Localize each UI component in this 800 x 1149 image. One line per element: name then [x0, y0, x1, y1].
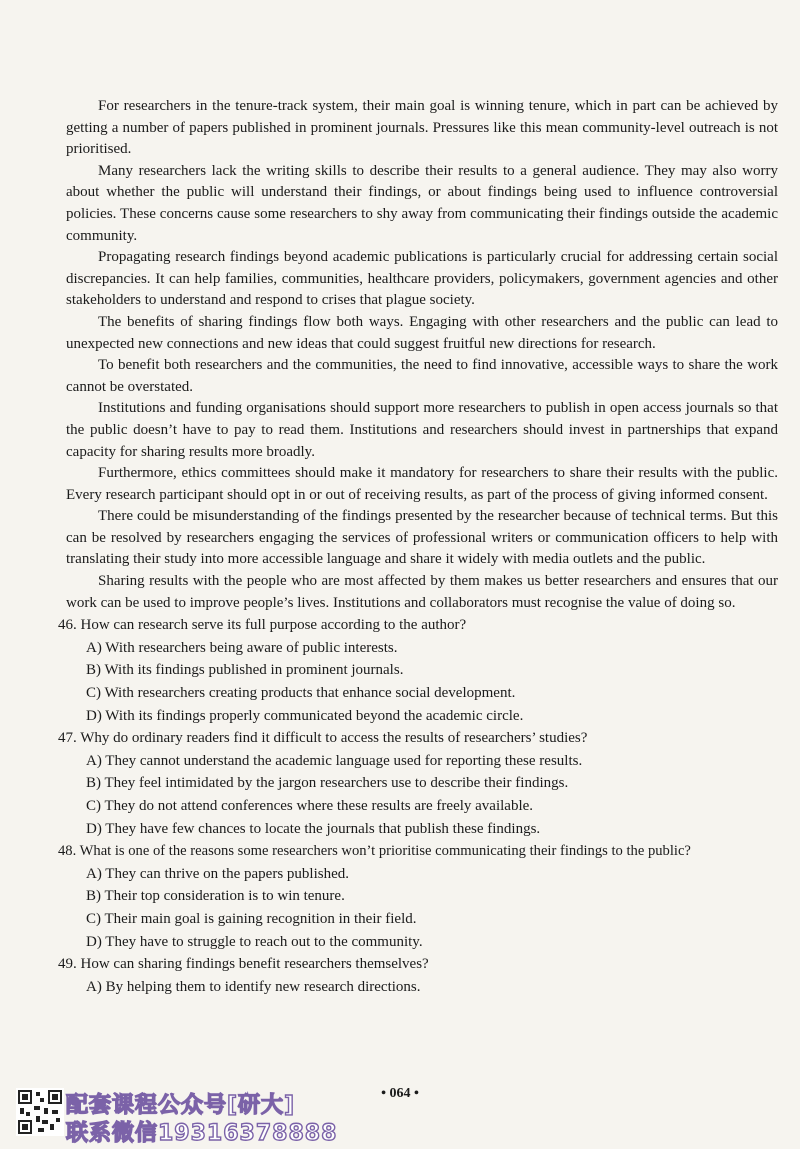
- question-stem: 48. What is one of the reasons some researchers won’t prioritise communicating their findings to the public?: [58, 843, 691, 860]
- question-stem: 46. How can research serve its full purpose according to the author?: [58, 617, 467, 634]
- option: A) They cannot understand the academic language used for reporting these results.: [86, 752, 583, 769]
- paragraph: For researchers in the tenure-track system, their main goal is winning tenure, which in part can be achieved by getting a number of papers published in prominent journals. Pressures like this mean community-level outreach is not prioritised.: [66, 98, 778, 158]
- option: C) They do not attend conferences where these results are freely available.: [86, 798, 534, 814]
- question-48: [58, 840, 778, 953]
- option: C) Their main goal is gaining recognition in their field.: [86, 910, 417, 927]
- question-46: [58, 614, 778, 727]
- option: B) With its findings published in prominent journals.: [86, 662, 404, 679]
- question-49: [58, 953, 778, 998]
- option: A) By helping them to identify new research directions.: [86, 978, 421, 995]
- option: B) Their top consideration is to win tenure.: [86, 888, 345, 905]
- question-stem: 47. Why do ordinary readers find it difficult to access the results of researchers’ studies?: [58, 730, 588, 747]
- question-stem: 49. How can sharing findings benefit researchers themselves?: [58, 956, 429, 973]
- paragraph: To benefit both researchers and the communities, the need to find innovative, accessible ways to share the work cannot be overstated.: [66, 357, 778, 395]
- watermark-line-2: 联系微信19316378888: [66, 1121, 338, 1146]
- paragraph: There could be misunderstanding of the findings presented by the researcher because of technical terms. But this can be resolved by researchers engaging the services of professional writers or communication officers to help with translating their study into more accessible language and share it widely with media outlets and the public.: [66, 508, 778, 568]
- question-47: [58, 727, 778, 840]
- option: B) They feel intimidated by the jargon researchers use to describe their findings.: [86, 775, 569, 792]
- option: D) They have to struggle to reach out to the community.: [86, 933, 423, 950]
- option: D) They have few chances to locate the journals that publish these findings.: [86, 820, 541, 837]
- paragraph: Furthermore, ethics committees should make it mandatory for researchers to share their results with the public. Every research participant should opt in or out of receiving results, as part of the process of giving informed consent.: [66, 465, 778, 503]
- qr-code-icon: [16, 1088, 64, 1136]
- watermark-line-1: 配套课程公众号[研大]: [66, 1093, 296, 1118]
- option: C) With researchers creating products that enhance social development.: [86, 685, 516, 702]
- paragraph: The benefits of sharing findings flow both ways. Engaging with other researchers and the public can lead to unexpected new connections and new ideas that could suggest fruitful new directions for research.: [66, 313, 778, 352]
- paragraph: Many researchers lack the writing skills to describe their results to a general audience. They may also worry about whether the public will understand their findings, or about findings being used to influence controversial policies. These concerns cause some researchers to shy away from communicating their findings outside the academic community.: [66, 162, 778, 244]
- paragraph: Sharing results with the people who are most affected by them makes us better researchers and ensures that our work can be used to improve people’s lives. Institutions and collaborators must recognise the value of doing so.: [66, 573, 778, 611]
- paragraph: Propagating research findings beyond academic publications is particularly crucial for addressing certain social discrepancies. It can help families, communities, healthcare providers, policymakers, government agencies and other stakeholders to understand and respond to crises that plague society.: [66, 249, 778, 309]
- option: D) With its findings properly communicated beyond the academic circle.: [86, 707, 524, 724]
- watermark-stamp: [16, 1088, 338, 1146]
- page-number: • 064 •: [381, 1086, 419, 1101]
- option: A) With researchers being aware of public interests.: [86, 639, 398, 656]
- option: A) They can thrive on the papers published.: [86, 865, 349, 882]
- document-page: [58, 96, 778, 998]
- paragraph: Institutions and funding organisations should support more researchers to publish in open access journals so that the public doesn’t have to pay to read them. Institutions and researchers should invest in partnerships that expand capacity for sharing results more broadly.: [66, 400, 778, 460]
